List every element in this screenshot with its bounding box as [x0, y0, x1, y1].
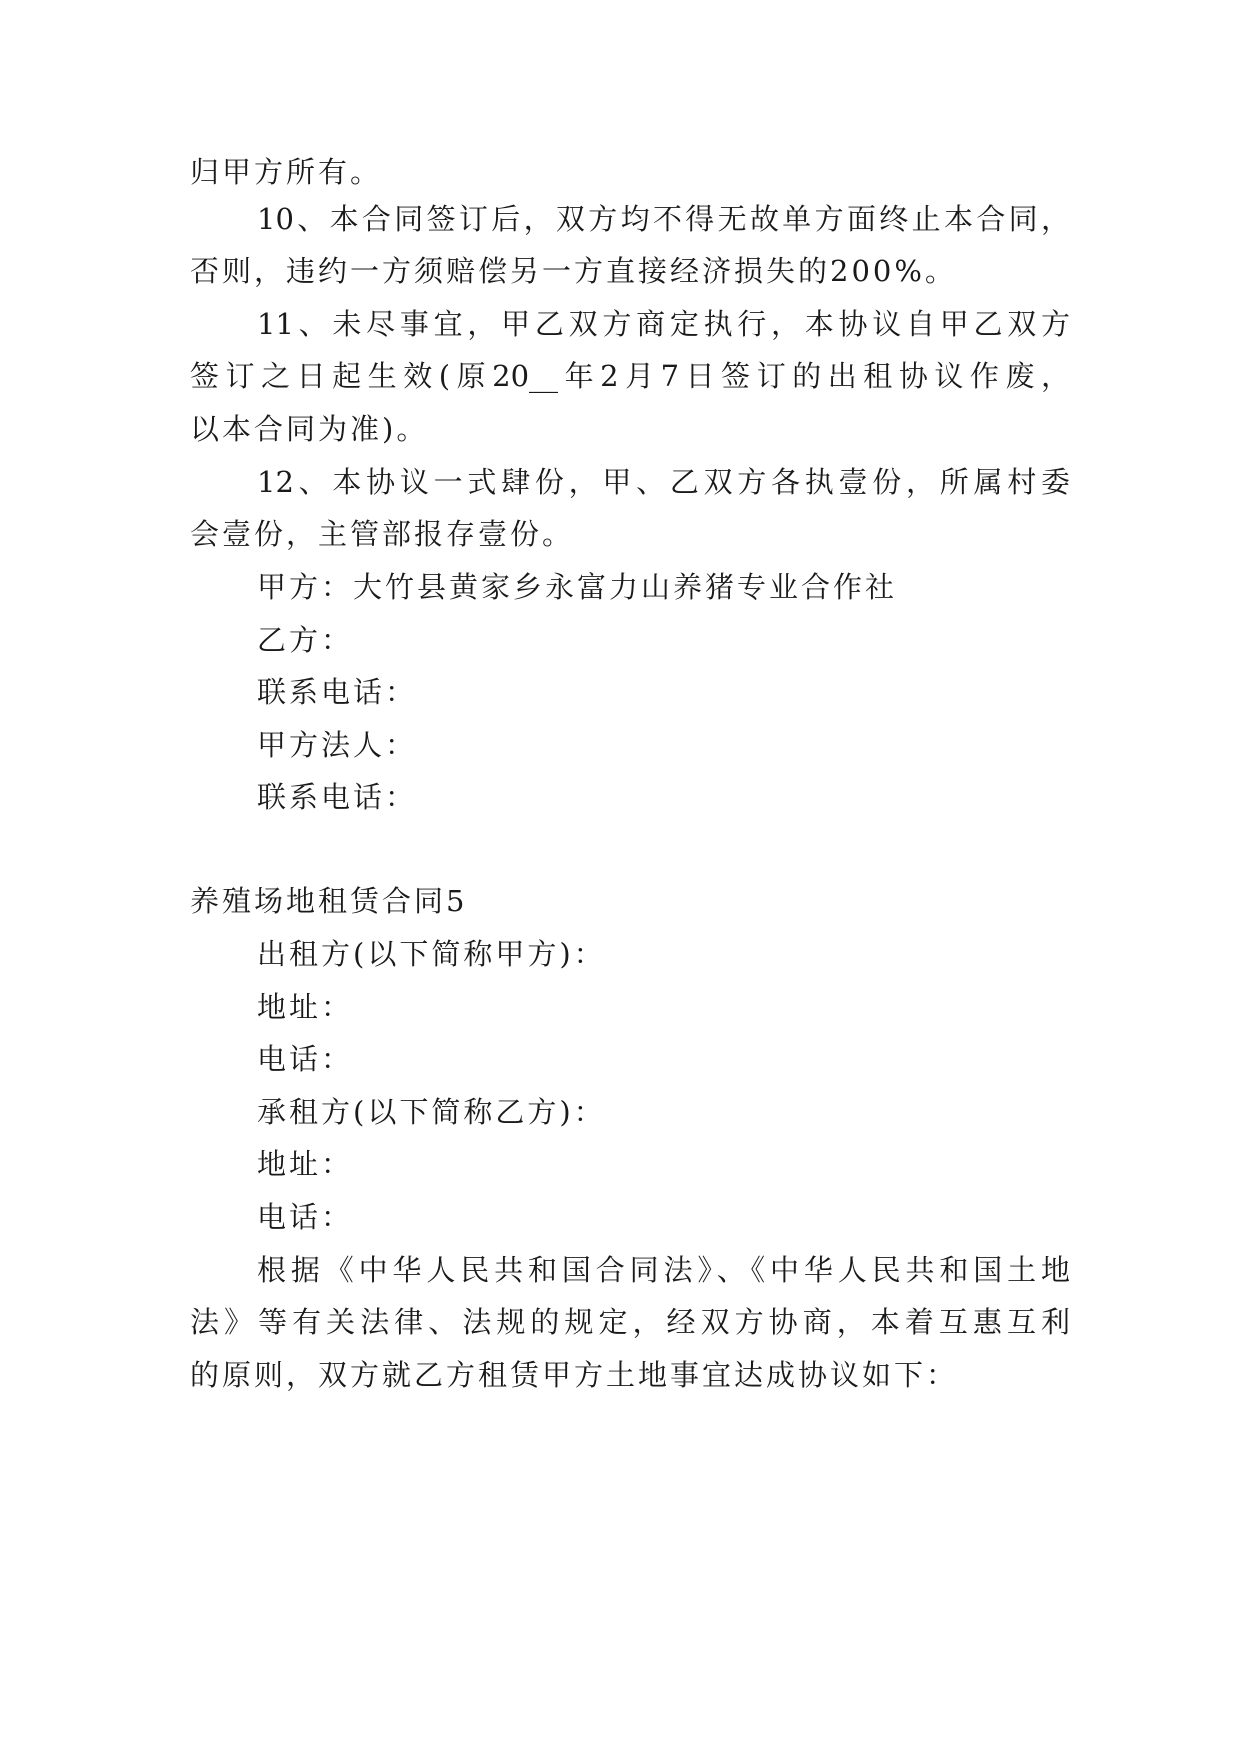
clause-10-line-1: 10、本合同签订后，双方均不得无故单方面终止本合同，: [257, 202, 1070, 236]
contact-phone-line: 联系电话：: [257, 675, 418, 709]
clause-11-line-3: 以本合同为准)。: [190, 412, 429, 446]
lessee-line: 承租方(以下简称乙方)：: [257, 1095, 606, 1129]
paragraph-line: 归甲方所有。: [190, 155, 383, 189]
preamble-line-2: 法》等有关法律、法规的规定，经双方协商，本着互惠互利: [190, 1305, 1070, 1339]
clause-12-line-1: 12、本协议一式肆份，甲、乙双方各执壹份，所属村委: [257, 465, 1070, 499]
contact-phone-line-2: 联系电话：: [257, 780, 418, 814]
lessee-address-line: 地址：: [257, 1147, 354, 1181]
clause-12-line-2: 会壹份，主管部报存壹份。: [190, 517, 575, 551]
lessee-phone-line: 电话：: [257, 1200, 354, 1234]
lessor-phone-line: 电话：: [257, 1042, 354, 1076]
preamble-line-3: 的原则，双方就乙方租赁甲方土地事宜达成协议如下：: [190, 1358, 959, 1392]
party-a-line: 甲方：大竹县黄家乡永富力山养猪专业合作社: [257, 570, 898, 604]
party-b-line: 乙方：: [257, 623, 354, 657]
lessor-line: 出租方(以下简称甲方)：: [257, 937, 606, 971]
lessor-address-line: 地址：: [257, 990, 354, 1024]
section-title: 养殖场地租赁合同5: [190, 884, 468, 918]
party-a-legal-rep-line: 甲方法人：: [257, 728, 418, 762]
clause-11-line-1: 11、未尽事宜，甲乙双方商定执行，本协议自甲乙双方: [257, 307, 1070, 341]
clause-10-line-2: 否则，违约一方须赔偿另一方直接经济损失的200%。: [190, 254, 957, 288]
preamble-line-1: 根据《中华人民共和国合同法》、《中华人民共和国土地: [257, 1253, 1070, 1287]
clause-11-line-2: 签订之日起生效(原20__年2月7日签订的出租协议作废，: [190, 359, 1070, 393]
